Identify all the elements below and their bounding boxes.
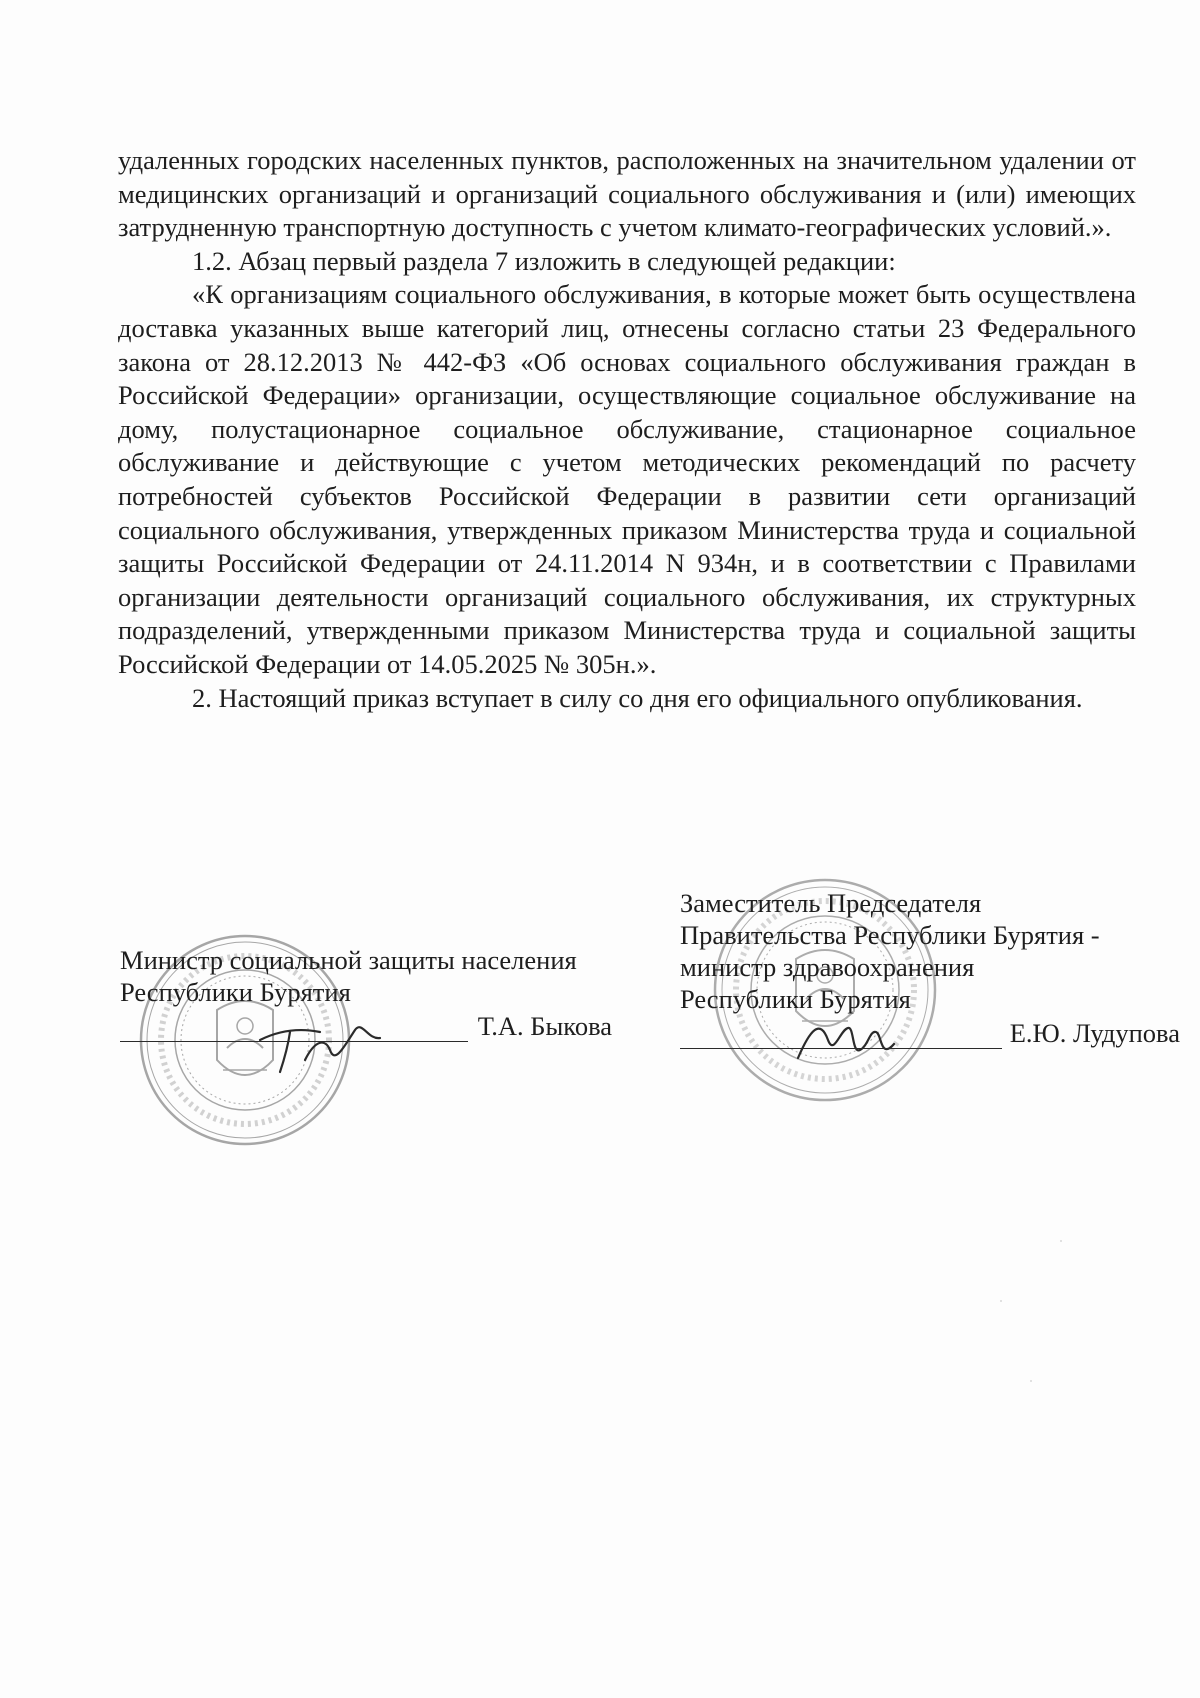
paragraph-item-1-2: 1.2. Абзац первый раздела 7 изложить в следующей редакции: xyxy=(192,245,896,276)
paragraph-continuation: удаленных городских населенных пунктов, расположенных на значительном удалении от медицинских организаций и организаций социального обслуживания и (или) имеющих затрудненную транспортную доступность с учетом климато-географических условий.». xyxy=(118,145,1136,243)
signatory-title-line: министр здравоохранения xyxy=(680,952,975,982)
scan-speck xyxy=(1060,1240,1062,1242)
document-body xyxy=(118,144,1136,715)
signatory-title-line: Министр социальной защиты населения xyxy=(120,945,577,975)
scan-speck xyxy=(1000,1300,1002,1302)
signatory-name: Е.Ю. Лудупова xyxy=(1009,1018,1180,1048)
signatory-title-line: Заместитель Председателя xyxy=(680,888,982,918)
handwritten-signature-right xyxy=(790,1010,900,1070)
handwritten-signature-left xyxy=(250,1010,390,1080)
signature-line-row xyxy=(680,1017,1180,1049)
paragraph-item-2: 2. Настоящий приказ вступает в силу со дня его официального опубликования. xyxy=(192,682,1083,713)
paragraph-new-wording: «К организациям социального обслуживания, в которые может быть осуществлена доставка указанных выше категорий лиц, отнесены согласно статьи 23 Федерального закона от 28.12.2013 № 442-ФЗ «Об основах социального обслуживания граждан в Российской Федерации» организации, осуществляющие социальное обслуживание на дому, полустационарное социальное обслуживание, стационарное социальное обслуживание и действующие с учетом методических рекомендаций по расчету потребностей субъектов Российской Федерации в развитии сети организаций социального обслуживания, утвержденных приказом Министерства труда и социальной защиты Российской Федерации от 24.11.2014 N 934н, и в соответствии с Правилами организации деятельности организаций социального обслуживания, их структурных подразделений, утвержденными приказом Министерства труда и социальной защиты Российской Федерации от 14.05.2025 № 305н.». xyxy=(118,279,1136,679)
signatory-title-line: Республики Бурятия xyxy=(680,984,911,1014)
signatory-title-line: Правительства Республики Бурятия - xyxy=(680,920,1100,950)
scan-speck xyxy=(1030,1380,1032,1382)
signatory-title-line: Республики Бурятия xyxy=(120,977,351,1007)
signatory-name: Т.А. Быкова xyxy=(477,1011,612,1041)
signature-block-right xyxy=(680,887,1180,1049)
